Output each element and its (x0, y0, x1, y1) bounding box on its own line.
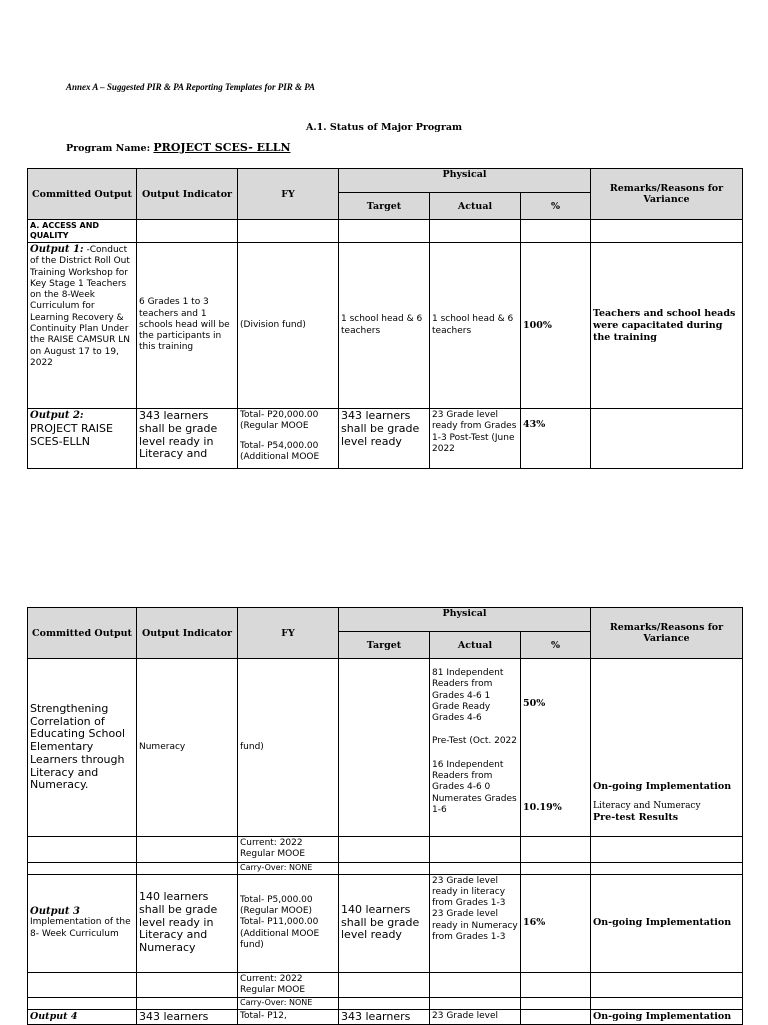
output-3-remarks: On-going Implementation (591, 874, 743, 972)
current-funding: Current: 2022 Regular MOOE (238, 837, 339, 863)
actual-part-c: 16 Independent Readers from Grades 4-6 0 Numerates Grades 1-6 (432, 759, 517, 815)
header-output-indicator: Output Indicator (137, 169, 238, 220)
output-4-remarks: On-going Implementation (591, 1010, 743, 1025)
output-3-indicator: 140 learners shall be grade level ready in Literacy and Numeracy (137, 874, 238, 972)
output-2-percent: 43% (521, 409, 591, 469)
remarks-a: On-going Implementation (593, 781, 732, 792)
output-1-fy: (Division fund) (238, 243, 339, 409)
header-fy-2: FY (238, 608, 339, 659)
section-title: A.1. Status of Major Program (305, 122, 463, 133)
program-name (66, 141, 291, 154)
actual-part-b: Pre-Test (Oct. 2022 (432, 736, 518, 747)
remarks-b: Literacy and Numeracy (593, 801, 701, 811)
header-remarks: Remarks/Reasons for Variance (591, 169, 743, 220)
carry-over: Carry-Over: NONE (238, 862, 339, 874)
header-committed-output-2: Committed Output (28, 608, 137, 659)
strengthening-fy: fund) (238, 659, 339, 837)
output-1-target: 1 school head & 6 teachers (339, 243, 430, 409)
current-funding-2: Current: 2022 Regular MOOE (238, 972, 339, 998)
access-quality-label: A. ACCESS AND QUALITY (28, 220, 137, 243)
output-3-fy: Total- P5,000.00 (Regular MOOE) Total- P11,000.00 (Additional MOOE fund) (238, 874, 339, 972)
output-2-title: Output 2: (30, 410, 84, 421)
header-target: Target (339, 193, 430, 220)
strengthening-indicator: Numeracy (137, 659, 238, 837)
output-1-indicator: 6 Grades 1 to 3 teachers and 1 schools head will be the participants in this training (137, 243, 238, 409)
program-status-table-1 (27, 168, 743, 469)
carry-over-2: Carry-Over: NONE (238, 998, 339, 1010)
output-1-percent: 100% (521, 243, 591, 409)
remarks-c: Pre-test Results (593, 812, 679, 824)
header-percent: % (521, 193, 591, 220)
output-4-indicator: 343 learners (137, 1010, 238, 1025)
header-percent-2: % (521, 632, 591, 659)
output-1-actual: 1 school head & 6 teachers (430, 243, 521, 409)
header-committed-output: Committed Output (28, 169, 137, 220)
strengthening-remarks (591, 659, 743, 837)
header-remarks-2: Remarks/Reasons for Variance (591, 608, 743, 659)
output-3-percent: 16% (521, 874, 591, 972)
program-status-table-2 (27, 607, 743, 1025)
output-2-fy (238, 409, 339, 469)
percent-a: 50% (523, 698, 546, 709)
output-2-fy-additional: Total- P54,000.00 (Additional MOOE (240, 440, 320, 462)
strengthening-percent (521, 659, 591, 837)
output-2-target: 343 learners shall be grade level ready (339, 409, 430, 469)
output-4-title: Output 4 (28, 1010, 137, 1025)
output-1-title: Output 1: (30, 244, 84, 255)
output-3-cell (28, 874, 137, 972)
header-output-indicator-2: Output Indicator (137, 608, 238, 659)
header-actual: Actual (430, 193, 521, 220)
header-target-2: Target (339, 632, 430, 659)
strengthening-committed: Strengthening Correlation of Educating School Elementary Learners through Literacy and Numeracy. (28, 659, 137, 837)
annex-title: Annex A – Suggested PIR & PA Reporting Templates for PIR & PA (66, 82, 316, 92)
output-3-actual: 23 Grade level ready in literacy from Grades 1-3 23 Grade level ready in Numeracy from Grades 1-3 (430, 874, 521, 972)
output-2-fy-regular: Total- P20,000.00 (Regular MOOE (240, 410, 319, 432)
output-2-actual: 23 Grade level ready from Grades 1-3 Post-Test (June 2022 (430, 409, 521, 469)
header-physical-2: Physical (339, 608, 591, 632)
output-1-text: -Conduct of the District Roll Out Training Workshop for Key Stage 1 Teachers on the 8-Week Curriculum for Learning Recovery & Continuity Plan Under the RAISE CAMSUR LN on August 17 to 19, 2022 (30, 245, 130, 368)
header-fy: FY (238, 169, 339, 220)
output-4-actual: 23 Grade level (430, 1010, 521, 1025)
header-actual-2: Actual (430, 632, 521, 659)
percent-b: 10.19% (523, 802, 562, 813)
output-3-title: Output 3 (30, 906, 80, 918)
output-2-indicator: 343 learners shall be grade level ready in Literacy and (137, 409, 238, 469)
output-4-target: 343 learners (339, 1010, 430, 1025)
program-value: PROJECT SCES- ELLN (153, 141, 291, 154)
output-2-cell (28, 409, 137, 469)
output-1-remarks: Teachers and school heads were capacitated during the training (591, 243, 743, 409)
output-1-cell (28, 243, 137, 409)
output-3-target: 140 learners shall be grade level ready (339, 874, 430, 972)
output-3-text: Implementation of the 8- Week Curriculum (30, 917, 131, 939)
output-4-fy: Total- P12, (238, 1010, 339, 1025)
output-2-text: PROJECT RAISE SCES-ELLN (30, 421, 113, 448)
actual-part-a: 81 Independent Readers from Grades 4-6 1 Grade Ready Grades 4-6 (432, 668, 504, 724)
program-label: Program Name: (66, 143, 151, 154)
strengthening-actual (430, 659, 521, 837)
header-physical: Physical (339, 169, 591, 193)
